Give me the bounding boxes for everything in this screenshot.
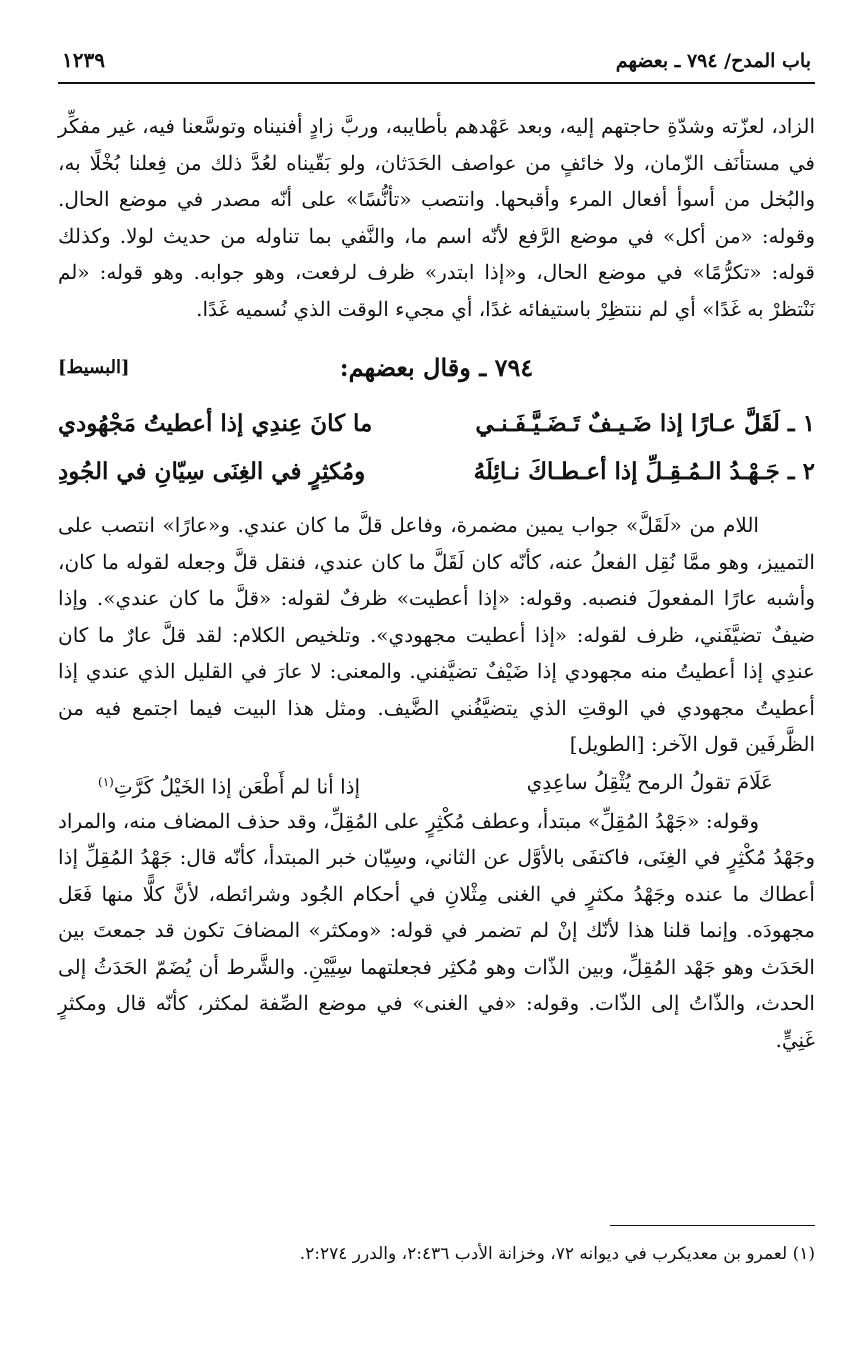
meter-label: [البسيط]	[58, 357, 130, 378]
verse-second-hemistich: ما كانَ عِندِي إذا أعطيتُ مَجْهُودي	[58, 410, 373, 437]
commentary	[58, 507, 815, 1058]
quoted-verse	[58, 763, 815, 803]
page-number: ١٢٣٩	[62, 48, 105, 72]
running-header	[58, 48, 815, 84]
footnote: (١) لعمرو بن معديكرب في ديوانه ٧٢، وخزانة الأدب ٢:٤٣٦، والدرر ٢:٢٧٤.	[299, 1244, 815, 1264]
verse-line	[58, 451, 815, 493]
commentary-paragraph: اللام من «لَقَلَّ» جواب يمين مضمرة، وفاعل قلَّ ما كان عندي. و«عارًا» انتصب على التمييز، وهو ممَّا نُقِل الفعلُ عنه، كأنّه كان لَقَلَّ ما كان عندي، فنقل قلَّ وجعله لقوله ما كان، وأشبه عارًا المفعولَ فنصبه. وقوله: «إذا أعطيت» ظرفٌ لقوله: «قلَّ ما كان عندي». وإذا ضيفٌ تضيَّفَني، ظرف لقوله: «إذا أعطيت مجهودي». وتلخيص الكلام: لقد قلَّ عارٌ ما كان عندِي إذا أعطيتُ منه مجهودي إذا ضَيْفٌ تضيَّفني. والمعنى: لا عارَ في القليل الذي عندي إذا أعطيتُ مجهودي في الوقتِ الذي يتضيَّفُني الضَّيف. ومثل هذا البيت فيما اجتمع فيه من الظَّرفَين قول الآخر: [الطويل]	[58, 513, 815, 756]
verse-line	[58, 403, 815, 445]
intro-paragraph	[58, 108, 815, 327]
verse-first-hemistich: ٢ ـ جَـهْـدُ الـمُـقِـلِّ إذا أعـطـاكَ نـائِلَهُ	[473, 458, 815, 485]
commentary-paragraph: وقوله: «جَهْدُ المُقِلِّ» مبتدأ، وعطف مُكْثِرٍ على المُقِلِّ، وقد حذف المضاف منه، والمراد وجَهْدُ مُكْثِرٍ في الغِنَى، فاكتفَى بالأوَّل عن الثاني، وسِيّان خبر المبتدأ، كأنّه قال: جَهْدُ المُقِلِّ إذا أعطاك ما عنده وجَهْدُ مكثرٍ في الغنى مِثْلانِ في أحكام الجُود وشرائطه، لأنَّ كلًّا منها فَعَل مجهودَه. وإنما قلنا هذا لأنّك إنْ لم تضمر في قوله: «ومكثر» المضافَ تكون قد جمعتَ بين الحَدَث وهو جَهْد المُقِلِّ، وبين الذّات وهو مُكثِر فجعلتهما سِيَّيْنِ. والشَّرط أن يُضَمّ الحَدَثُ إلى الحدث، والذّاتُ إلى الذّات. وقوله: «في الغنى» في موضع الصِّفة لمكثر، كأنّه قال ومكثرٍ غَنِيٍّ.	[58, 808, 815, 1052]
quoted-verse-first-hemistich: عَلَامَ تقولُ الرمح يُثْقِلُ ساعِدِي	[526, 769, 773, 794]
poem-heading	[58, 353, 815, 397]
quoted-verse-second-hemistich	[98, 763, 360, 803]
verse-first-hemistich: ١ ـ لَقَلَّ عـارًا إذا ضَـيـفٌ تَـضَـيَّـفَـنـي	[475, 410, 815, 437]
intro-text: الزاد، لعزّته وشدّةِ حاجتهم إليه، وبعد عَهْدهم بأطايبه، وربَّ زادٍ أفنيناه وتوسَّعنا فيه، غير مفكِّر في مستأنَف الزّمان، ولا خائفٍ من عواصف الحَدَثان، ولو بَقّيناه لعُدَّ ذلك من فِعلنا بُخْلًا به، والبُخل من أسوأ أفعال المرء وأقبحها. وانتصب «تأنُّسًا» على أنّه مصدر في موضع الحال. وقوله: «من أكل» في موضع الرَّفع لأنّه اسم ما، والنَّفي بما تناوله من حديث لولا. وكذلك قوله: «تكرُّمًا» في موضع الحال، و«إذا ابتدر» ظرف لرفعت، وهو جوابه. وهو قوله: «لم نَنْتظرْ به غَدًا» أي لم ننتظِرْ باستيفائه غدًا، أي مجيء الوقت الذي نُسميه غَدًا.	[58, 114, 815, 321]
quoted-verse-second-text: إذا أنا لم أَطْعَن إذا الخَيْلُ كَرَّتِ	[113, 774, 361, 799]
footnote-divider	[610, 1225, 815, 1226]
verse-second-hemistich: ومُكثِرٍ في الغِنَى سِيّانِ في الجُودِ	[58, 458, 366, 485]
poem-title: ٧٩٤ ـ وقال بعضهم:	[339, 353, 534, 382]
footnote-marker: (١)	[98, 774, 114, 789]
running-title: باب المدح/ ٧٩٤ ـ بعضهم	[615, 50, 811, 72]
book-page	[58, 48, 815, 1264]
